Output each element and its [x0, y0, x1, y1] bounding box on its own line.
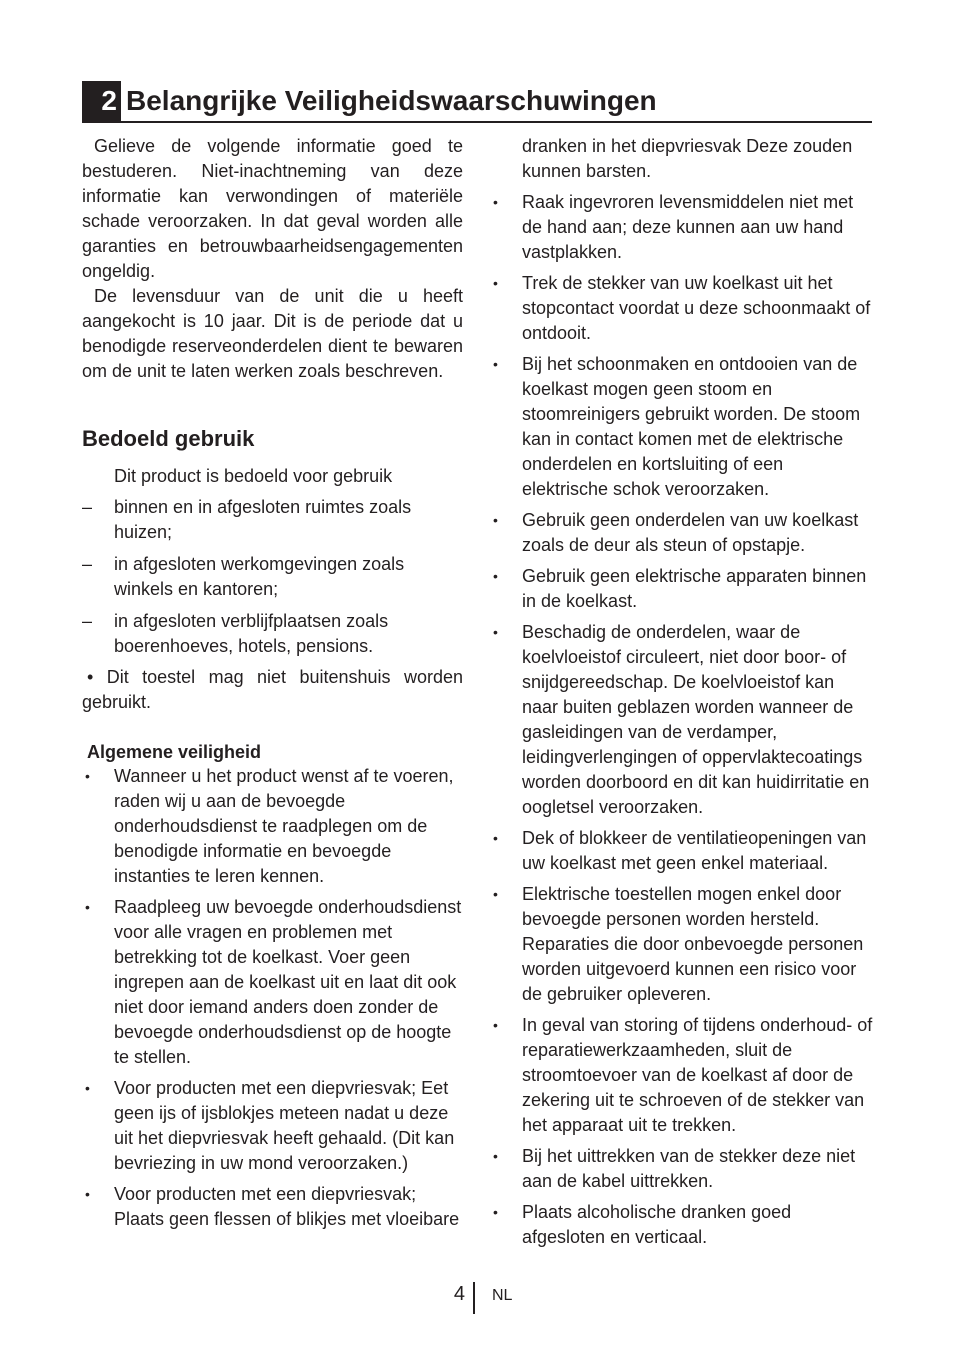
list-item-text: Voor producten met een diepvriesvak; Eet geen ijs of ijsblokjes meteen nadat u deze uit het diepvriesvak heeft gehaald. (Dit kan bevriezing in uw mond veroorzaken.) — [114, 1078, 455, 1173]
bullet-marker: • — [493, 1017, 498, 1033]
section-title: Belangrijke Veiligheidswaarschuwingen — [126, 85, 657, 116]
bullet-marker: • — [85, 1186, 90, 1202]
safety-list-continued — [490, 190, 874, 1250]
intended-use-intro: Dit product is bedoeld voor gebruik — [114, 466, 393, 486]
lifetime-paragraph: De levensduur van de unit die u heeft aangekocht is 10 jaar. Dit is de periode dat u benodigde reserveonderdelen dient te bewaren om de unit te laten werken zoals beschreven. — [82, 286, 463, 381]
bullet-marker: • — [493, 275, 498, 291]
list-item-text: Plaats alcoholische dranken goed afgesloten en verticaal. — [522, 1202, 792, 1247]
list-item-text: in afgesloten werkomgevingen zoals winkels en kantoren; — [114, 554, 405, 599]
bullet-marker: • — [493, 624, 498, 640]
list-item — [490, 508, 874, 558]
bullet-marker: • — [85, 768, 90, 784]
list-item-text: Gebruik geen onderdelen van uw koelkast zoals de deur als steun of opstapje. — [522, 510, 859, 555]
bullet-marker: • — [85, 899, 90, 915]
section-heading — [82, 81, 872, 123]
list-item-text: Trek de stekker van uw koelkast uit het stopcontact voordat u deze schoonmaakt of ontdooit. — [522, 273, 871, 343]
list-item — [490, 352, 874, 502]
list-item-text: Gebruik geen elektrische apparaten binnen in de koelkast. — [522, 566, 867, 611]
left-column — [82, 134, 463, 1232]
list-item — [82, 609, 463, 659]
list-item — [82, 552, 463, 602]
bullet-marker: • — [493, 886, 498, 902]
list-item-text: Elektrische toestellen mogen enkel door bevoegde personen worden hersteld. Reparaties die door onbevoegde personen worden uitgevoerd kunnen een risico voor de gebruiker opleveren. — [522, 884, 864, 1004]
list-item — [490, 190, 874, 265]
general-safety-heading: Algemene veiligheid — [87, 742, 262, 762]
list-item — [490, 1013, 874, 1138]
list-item — [82, 1182, 463, 1232]
section-number: 2 — [82, 81, 121, 121]
bullet-marker: • — [493, 356, 498, 372]
bullet-marker: • — [493, 1148, 498, 1164]
list-item-text: Wanneer u het product wenst af te voeren, raden wij u aan de bevoegde onderhoudsdienst te raadplegen om de benodigde informatie en bevoegde instanties te leren kennen. — [114, 766, 454, 886]
list-item — [490, 882, 874, 1007]
outdoor-note: • Dit toestel mag niet buitenshuis worden gebruikt. — [82, 667, 463, 712]
general-safety-list — [82, 764, 463, 1232]
list-item-text: Voor producten met een diepvriesvak; Plaats geen flessen of blikjes met vloeibare — [114, 1184, 460, 1229]
bullet-marker: • — [493, 568, 498, 584]
list-item — [82, 495, 463, 545]
bullet-marker: • — [493, 830, 498, 846]
list-item-text: binnen en in afgesloten ruimtes zoals huizen; — [114, 497, 412, 542]
list-item — [490, 564, 874, 614]
list-item — [490, 1200, 874, 1250]
list-item-text: in afgesloten verblijfplaatsen zoals boerenhoeves, hotels, pensions. — [114, 611, 389, 656]
list-item-text: Dek of blokkeer de ventilatieopeningen van uw koelkast met geen enkel materiaal. — [522, 828, 867, 873]
intended-use-list — [82, 495, 463, 659]
list-item-text: Raadpleeg uw bevoegde onderhoudsdienst voor alle vragen en problemen met betrekking tot de koelkast. Voer geen ingrepen aan de koelkast uit en laat dit ook niet door iemand anders doen zonder de bevoegde onderhoudsdienst op de hoogte te stellen. — [114, 897, 462, 1067]
intro-paragraph: Gelieve de volgende informatie goed te bestuderen. Niet-inachtneming van deze informatie kan verwondingen of materiële schade veroorzaken. In dat geval worden alle garanties en betrouwbaarheidsengagementen ongeldig. — [82, 136, 463, 281]
intended-use-heading: Bedoeld gebruik — [82, 426, 255, 451]
list-item — [490, 1144, 874, 1194]
list-item — [82, 764, 463, 889]
list-item — [490, 271, 874, 346]
footer-divider — [473, 1282, 475, 1314]
continued-text: dranken in het diepvriesvak Deze zouden kunnen barsten. — [522, 136, 853, 181]
page-number: 4 — [453, 1283, 465, 1305]
list-item — [490, 826, 874, 876]
list-item-text: Raak ingevroren levensmiddelen niet met de hand aan; deze kunnen aan uw hand vastplakken. — [522, 192, 854, 262]
list-item-text: Beschadig de onderdelen, waar de koelvloeistof circuleert, niet door boor- of snijdgereedschap. De koelvloeistof kan naar buiten geblazen worden wanneer de gasleidingen van de verdamper, leidingverlengingen of oppervlaktecoatings worden doorboord en dit kan huidirritatie en oogletsel veroorzaken. — [522, 622, 870, 817]
list-item — [490, 620, 874, 820]
list-item-text: Bij het schoonmaken en ontdooien van de koelkast mogen geen stoom en stoomreinigers gebruikt worden. De stoom kan in contact komen met de elektrische onderdelen en kortsluiting of een elektrische schok veroorzaken. — [522, 354, 861, 499]
page-footer — [440, 1282, 560, 1314]
right-column — [490, 134, 874, 1250]
list-item — [82, 1076, 463, 1176]
bullet-marker: • — [493, 1204, 498, 1220]
list-item-text: In geval van storing of tijdens onderhoud- of reparatiewerkzaamheden, sluit de stroomtoevoer van de koelkast af door de zekering uit te schroeven of de stekker van het apparaat uit te trekken. — [522, 1015, 873, 1135]
bullet-marker: • — [493, 194, 498, 210]
bullet-marker: • — [85, 1080, 90, 1096]
list-item — [82, 895, 463, 1070]
dash-marker: – — [82, 611, 93, 631]
bullet-marker: • — [493, 512, 498, 528]
list-item-text: Bij het uittrekken van de stekker deze niet aan de kabel uittrekken. — [522, 1146, 856, 1191]
dash-marker: – — [82, 497, 93, 517]
language-code: NL — [492, 1287, 513, 1304]
dash-marker: – — [82, 554, 93, 574]
